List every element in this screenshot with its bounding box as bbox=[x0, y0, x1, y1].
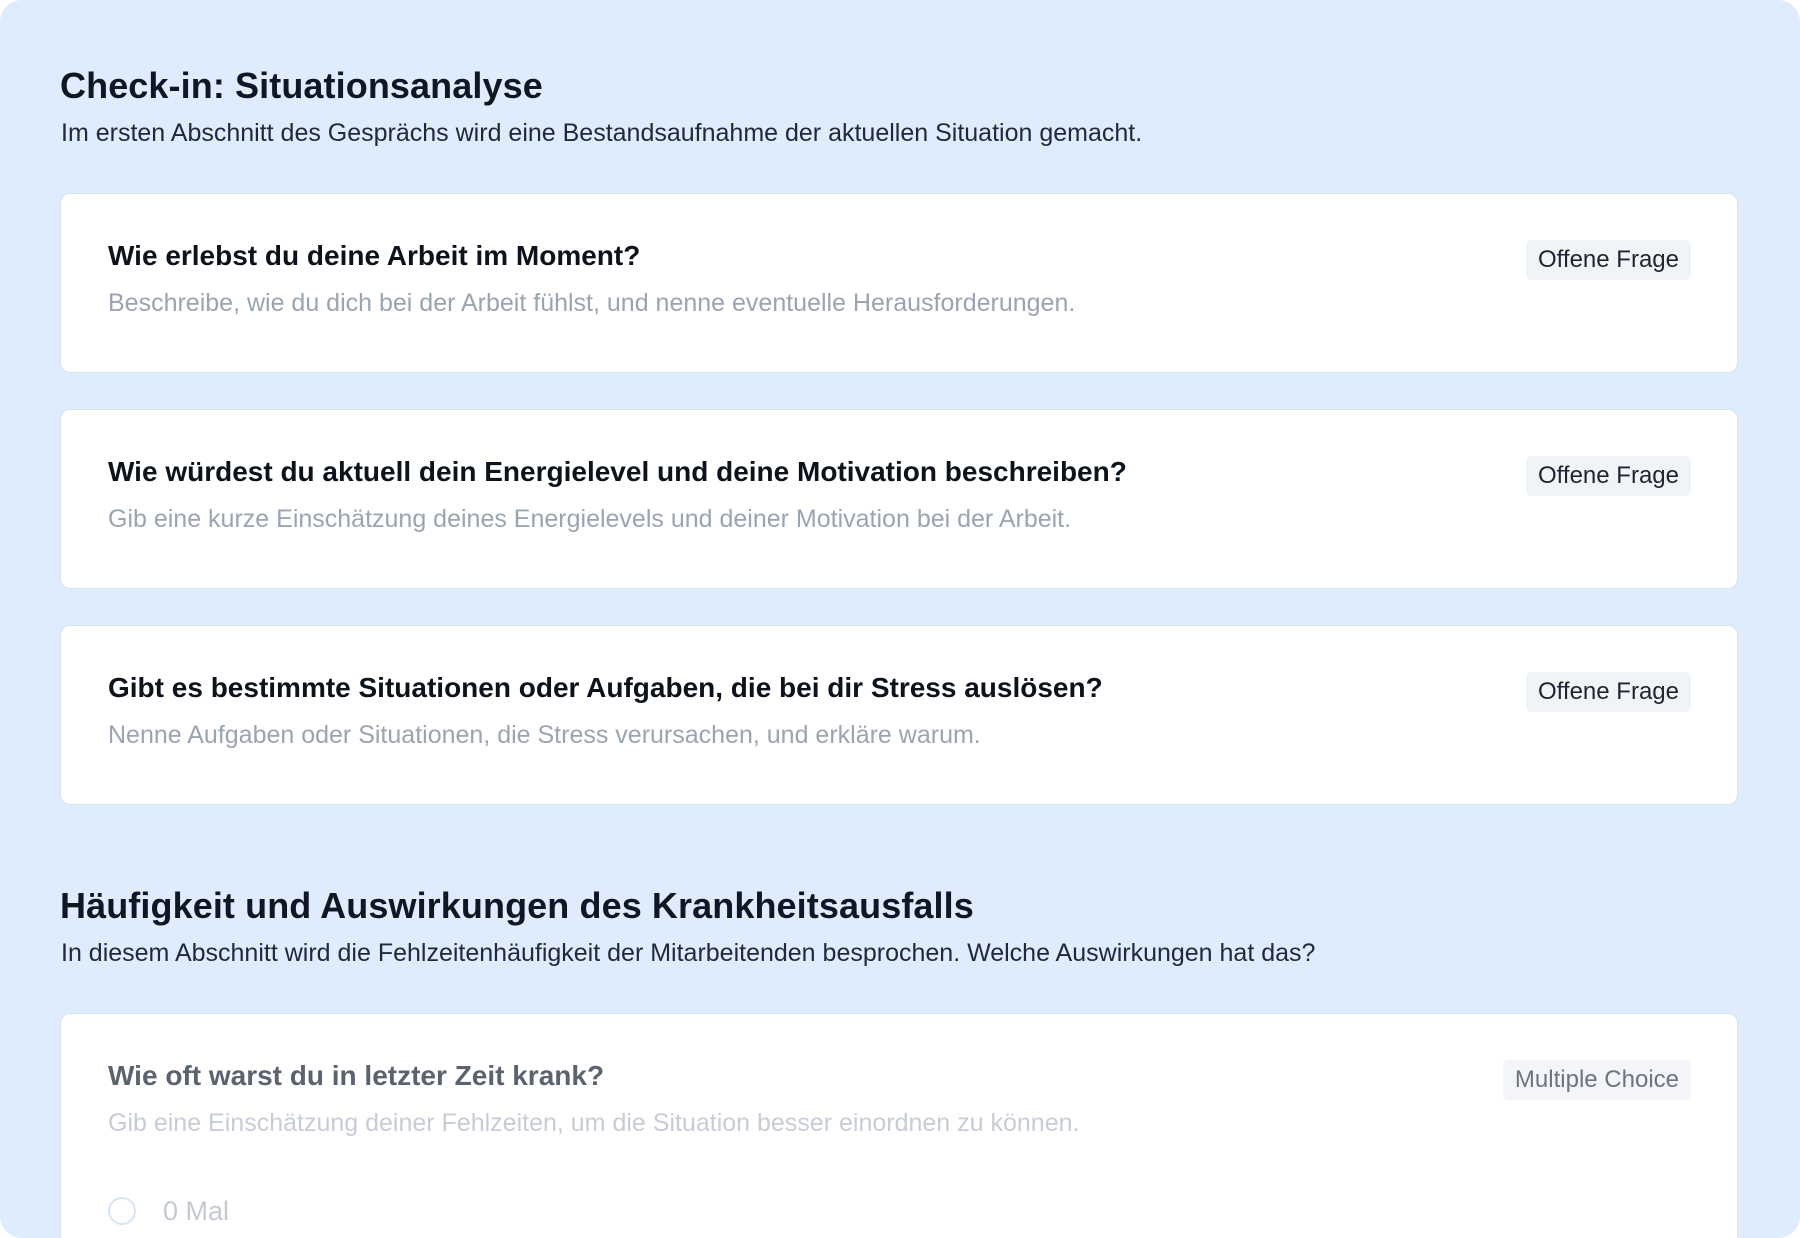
section-header-krankheitsausfall bbox=[60, 884, 1315, 970]
question-hint: Nenne Aufgaben oder Situationen, die Stress verursachen, und erkläre warum. bbox=[108, 721, 981, 749]
question-type-badge: Offene Frage bbox=[1526, 672, 1691, 712]
section-header-situationsanalyse bbox=[60, 64, 1142, 150]
question-title: Wie erlebst du deine Arbeit im Moment? bbox=[108, 240, 641, 271]
section-title: Häufigkeit und Auswirkungen des Krankheitsausfalls bbox=[60, 885, 974, 926]
question-hint: Gib eine Einschätzung deiner Fehlzeiten, um die Situation besser einordnen zu können. bbox=[108, 1109, 1080, 1137]
choice-label: 0 Mal bbox=[163, 1196, 230, 1226]
section-title: Check-in: Situationsanalyse bbox=[60, 65, 543, 106]
choice-option[interactable] bbox=[108, 1194, 229, 1228]
radio-button[interactable] bbox=[108, 1197, 136, 1225]
section-description: In diesem Abschnitt wird die Fehlzeitenhäufigkeit der Mitarbeitenden besprochen. Welche Auswirkungen hat das? bbox=[61, 939, 1316, 967]
question-card[interactable] bbox=[60, 193, 1738, 373]
question-hint: Gib eine kurze Einschätzung deines Energielevels und deiner Motivation bei der Arbeit. bbox=[108, 505, 1072, 533]
question-hint: Beschreibe, wie du dich bei der Arbeit fühlst, und nenne eventuelle Herausforderungen. bbox=[108, 289, 1076, 317]
question-card[interactable] bbox=[60, 625, 1738, 805]
question-type-badge: Multiple Choice bbox=[1503, 1060, 1691, 1100]
question-type-badge: Offene Frage bbox=[1526, 240, 1691, 280]
question-title: Wie oft warst du in letzter Zeit krank? bbox=[108, 1060, 605, 1091]
question-type-badge: Offene Frage bbox=[1526, 456, 1691, 496]
question-title: Wie würdest du aktuell dein Energielevel und deine Motivation beschreiben? bbox=[108, 456, 1127, 487]
question-card[interactable] bbox=[60, 409, 1738, 589]
question-card[interactable] bbox=[60, 1013, 1738, 1238]
question-title: Gibt es bestimmte Situationen oder Aufgaben, die bei dir Stress auslösen? bbox=[108, 672, 1103, 703]
section-description: Im ersten Abschnitt des Gesprächs wird eine Bestandsaufnahme der aktuellen Situation gemacht. bbox=[61, 119, 1143, 147]
